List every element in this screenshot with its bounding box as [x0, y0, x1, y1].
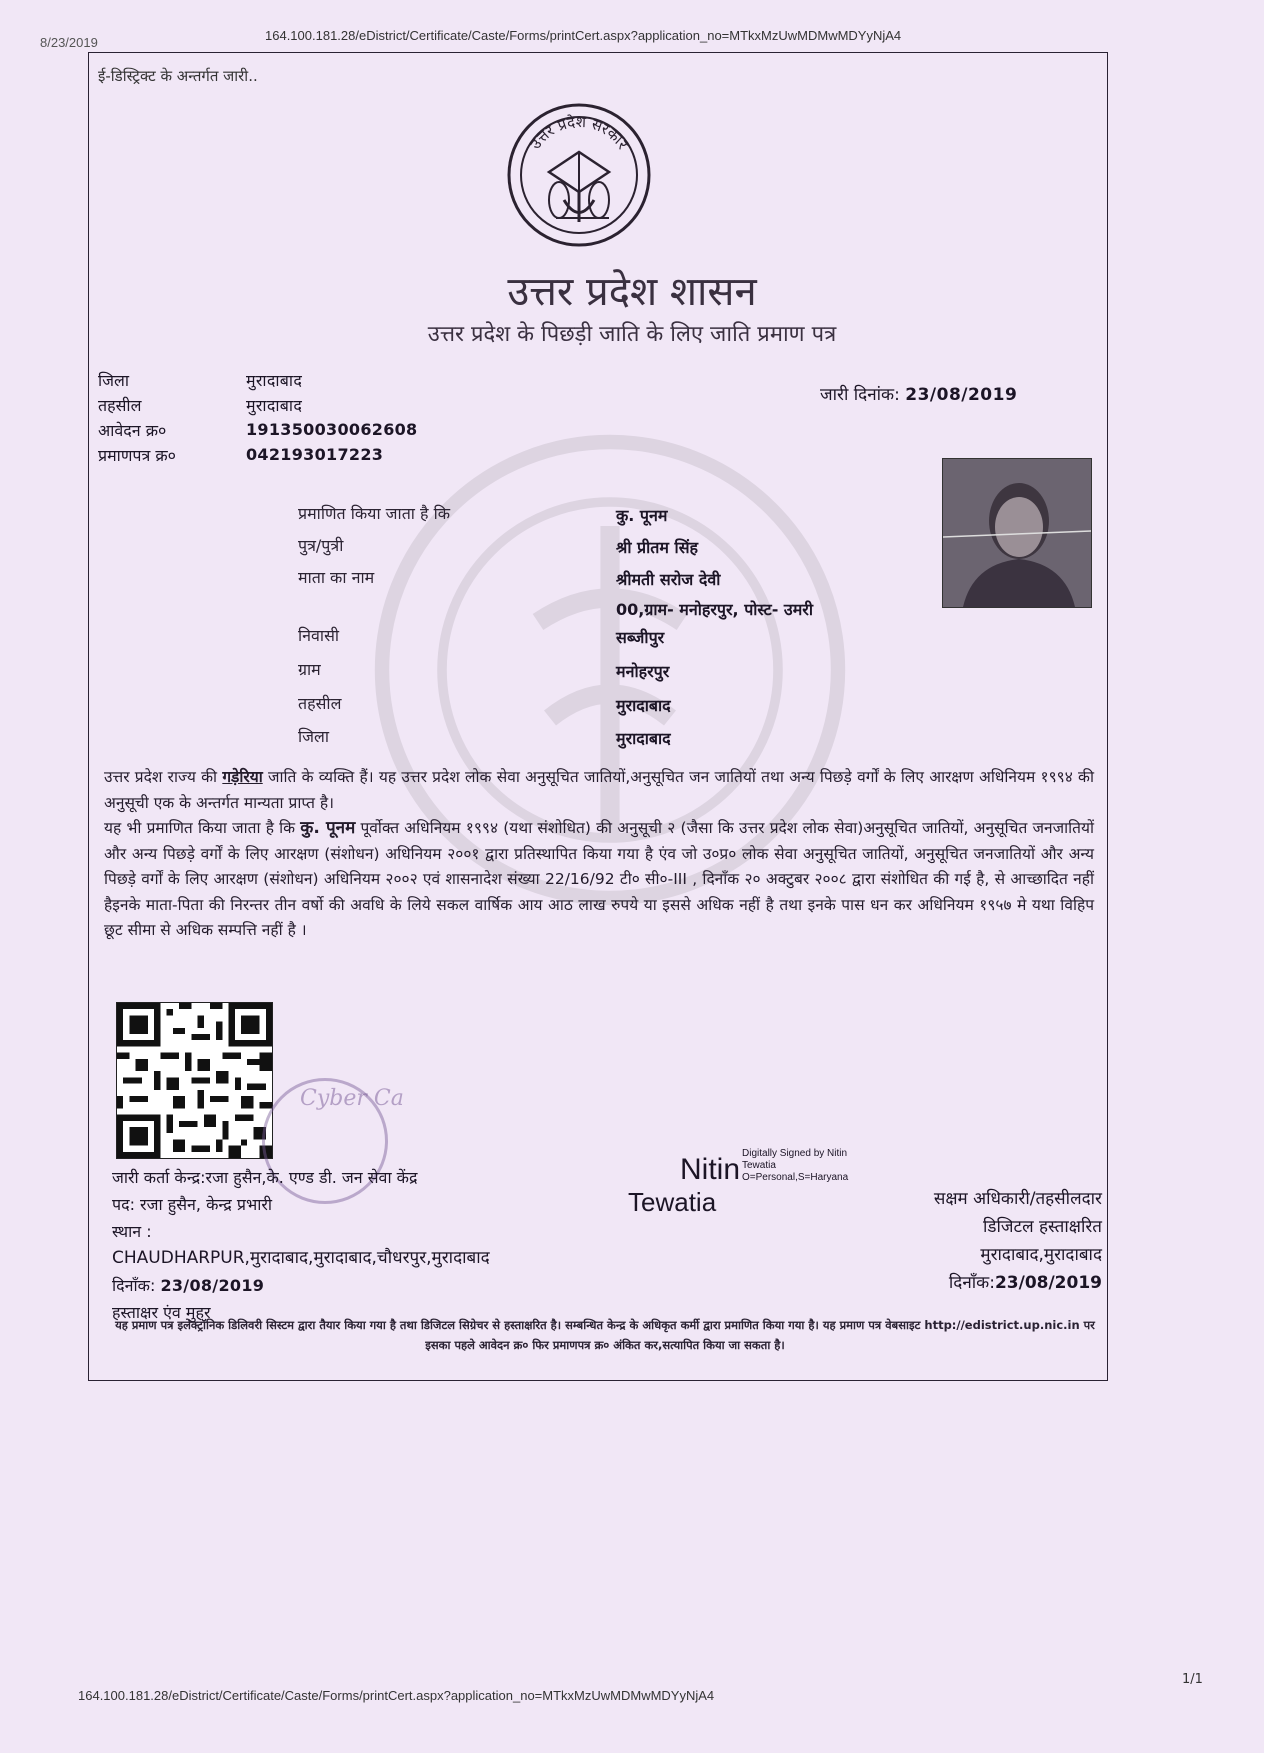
- digital-signature-first-name: Nitin: [680, 1153, 741, 1186]
- issue-date: [820, 382, 1017, 405]
- detail-district-value: मुरादाबाद: [616, 729, 671, 748]
- print-url-footer: 164.100.181.28/eDistrict/Certificate/Caste/Forms/printCert.aspx?application_no=MTkxMzUwMDMwMDYyNjA4: [78, 1688, 715, 1703]
- svg-text:उत्तर प्रदेश सरकार: उत्तर प्रदेश सरकार: [526, 112, 632, 153]
- body-paragraph-1: उत्तर प्रदेश राज्य की गड़ेरिया जाति के व्यक्ति हैं। यह उत्तर प्रदेश लोक सेवा अनुसूचित जातियों,अनुसूचित जन जातियों तथा अन्य पिछड़े वर्गों के लिए आरक्षण अधिनियम १९९४ की अनुसूची एक के अन्तर्गत मान्यता प्राप्त है।: [104, 768, 1094, 812]
- issuer-place-value: CHAUDHARPUR,मुरादाबाद,मुरादाबाद,चौधरपुर,मुरादाबाद: [112, 1248, 490, 1268]
- edistrict-note: ई-डिस्ट्रिक्ट के अन्तर्गत जारी..: [98, 67, 258, 85]
- issuer-date-label: दिनाँक:: [112, 1276, 156, 1295]
- issuer-place-label: स्थान :: [112, 1222, 152, 1241]
- meta-row-tehsil: [98, 392, 418, 417]
- digital-signature-line-3: O=Personal,S=Haryana: [742, 1172, 849, 1183]
- issuer-date: [112, 1272, 490, 1299]
- meta-application-value: 191350030062608: [246, 420, 418, 439]
- issue-date-label: जारी दिनांक:: [820, 385, 900, 405]
- village-label: ग्राम: [298, 660, 321, 679]
- meta-tehsil-label: तहसील: [98, 395, 142, 415]
- village-value: मनोहरपुर: [616, 662, 670, 681]
- stamp-text: Cyber Ca: [300, 1086, 404, 1111]
- detail-tehsil-label: तहसील: [298, 694, 342, 713]
- issuer-post: पद: रजा हुसैन, केन्द्र प्रभारी: [112, 1195, 273, 1214]
- meta-district-label: जिला: [98, 370, 130, 390]
- detail-row-tehsil: [298, 692, 916, 725]
- issuer-date-value: 23/08/2019: [160, 1276, 265, 1295]
- digital-signature-line-1: Digitally Signed by Nitin: [742, 1148, 848, 1159]
- detail-row-certified: [298, 502, 916, 534]
- meta-district-value: मुरादाबाद: [246, 370, 303, 390]
- caste-name: गड़ेरिया: [222, 768, 263, 786]
- detail-row-address: [298, 596, 916, 624]
- issuer-center: जारी कर्ता केन्द्र:रजा हुसैन,के. एण्ड डी. जन सेवा केंद्र: [112, 1168, 418, 1187]
- issuer-sign-label: हस्ताक्षर एंव मुहर: [112, 1303, 211, 1322]
- detail-row-district: [298, 725, 916, 755]
- detail-tehsil-value: मुरादाबाद: [616, 696, 671, 715]
- officer-place: मुरादाबाद,मुरादाबाद: [980, 1245, 1102, 1265]
- up-government-emblem: [504, 100, 654, 250]
- certified-value: कु. पूनम: [616, 506, 668, 525]
- officer-date: [880, 1269, 1102, 1297]
- page-number: 1/1: [1182, 1672, 1203, 1687]
- detail-row-resident: [298, 624, 916, 658]
- applicant-name-inline: कु. पूनम: [300, 818, 356, 838]
- parent-label: पुत्र/पुत्री: [298, 536, 344, 555]
- print-url-header: 164.100.181.28/eDistrict/Certificate/Caste/Forms/printCert.aspx?application_no=MTkxMzUwMDMwMDYyNjA4: [265, 28, 902, 43]
- print-date: 8/23/2019: [40, 35, 98, 50]
- mother-label: माता का नाम: [298, 568, 375, 587]
- meta-tehsil-value: मुरादाबाद: [246, 395, 303, 415]
- meta-application-label: आवेदन क्र०: [98, 420, 167, 440]
- certified-label: प्रमाणित किया जाता है कि: [298, 504, 451, 523]
- government-title: उत्तर प्रदेश शासन: [507, 269, 757, 315]
- parent-value: श्री प्रीतम सिंह: [616, 538, 699, 557]
- issuer-block: [112, 1164, 490, 1326]
- issue-date-value: 23/08/2019: [905, 385, 1018, 405]
- certificate-meta: [98, 367, 418, 467]
- detail-row-mother: [298, 566, 916, 596]
- resident-value: सब्जीपुर: [616, 628, 665, 647]
- certificate-body: [104, 765, 1094, 944]
- digital-signature-last-name: Tewatia: [628, 1187, 717, 1217]
- digital-signature-line-2: Tewatia: [742, 1160, 776, 1171]
- detail-row-village: [298, 658, 916, 692]
- meta-row-district: [98, 367, 418, 392]
- meta-row-certificate: [98, 442, 418, 467]
- officer-title: सक्षम अधिकारी/तहसीलदार: [933, 1189, 1102, 1209]
- meta-row-application: [98, 417, 418, 442]
- detail-row-parent: [298, 534, 916, 566]
- certificate-subtitle: उत्तर प्रदेश के पिछड़ी जाति के लिए जाति प्रमाण पत्र: [427, 322, 837, 347]
- qr-code: [116, 1002, 273, 1159]
- officer-date-label: दिनाँक:: [948, 1273, 995, 1293]
- detail-district-label: जिला: [298, 727, 330, 746]
- footer-note: यह प्रमाण पत्र इलेक्ट्रॉनिक डिलिवरी सिस्टम द्वारा तैयार किया गया है तथा डिजिटल सिग्रेचर से हस्ताक्षरित है। सम्बन्धित केन्द्र के अधिकृत कर्मी द्वारा प्रमाणित किया गया है। यह प्रमाण पत्र वेबसाइट http://edistrict.up.nic.in पर इसका पहले आवेदन क्र० फिर प्रमाणपत्र क्र० अंकित कर,सत्यापित किया जा सकता है।: [115, 1318, 1095, 1352]
- body-paragraph-2: यह भी प्रमाणित किया जाता है कि कु. पूनम पूर्वोक्त अधिनियम १९९४ (यथा संशोधित) की अनुसूची २ (जैसा कि उत्तर प्रदेश लोक सेवा)अनुसूचित जातियों, अनुसूचित जनजातियों और अन्य पिछड़े वर्गों के लिए आरक्षण (संशोधन) अधिनियम २००१ द्वारा प्रतिस्थापित किया गया है एंव जो उ०प्र० लोक सेवा अनुसूचित जातियों, अनुसूचित जनजातियों और अन्य पिछड़े वर्गों के लिए आरक्षण (संशोधन) अधिनियम २००२ एवं शासनादेश संख्या 22/16/92 टी० सी०-III , दिनाँक २० अक्टुबर २००८ द्वारा संशोधित की गई है, से आच्छादित नहीं हैइनके माता-पिता की निरन्तर तीन वर्षो की अवधि के लिये सकल वार्षिक आय आठ लाख रुपये या इससे अधिक नहीं है तथा इनके पास धन कर अधिनियम १९५७ मे यथा विहिप छूट सीमा से अधिक सम्पत्ति नहीं है ।: [104, 818, 1094, 939]
- address-line: 00,ग्राम- मनोहरपुर, पोस्ट- उमरी: [616, 600, 813, 619]
- applicant-photo: [942, 458, 1092, 608]
- meta-certificate-label: प्रमाणपत्र क्र०: [98, 445, 176, 465]
- applicant-details: [298, 502, 916, 755]
- resident-label: निवासी: [298, 626, 340, 645]
- officer-block: [880, 1185, 1102, 1297]
- digital-signature-details: [742, 1148, 848, 1184]
- meta-certificate-value: 042193017223: [246, 445, 384, 464]
- mother-value: श्रीमती सरोज देवी: [616, 570, 721, 589]
- officer-date-value: 23/08/2019: [994, 1273, 1102, 1293]
- officer-signed: डिजिटल हस्ताक्षरित: [983, 1217, 1102, 1237]
